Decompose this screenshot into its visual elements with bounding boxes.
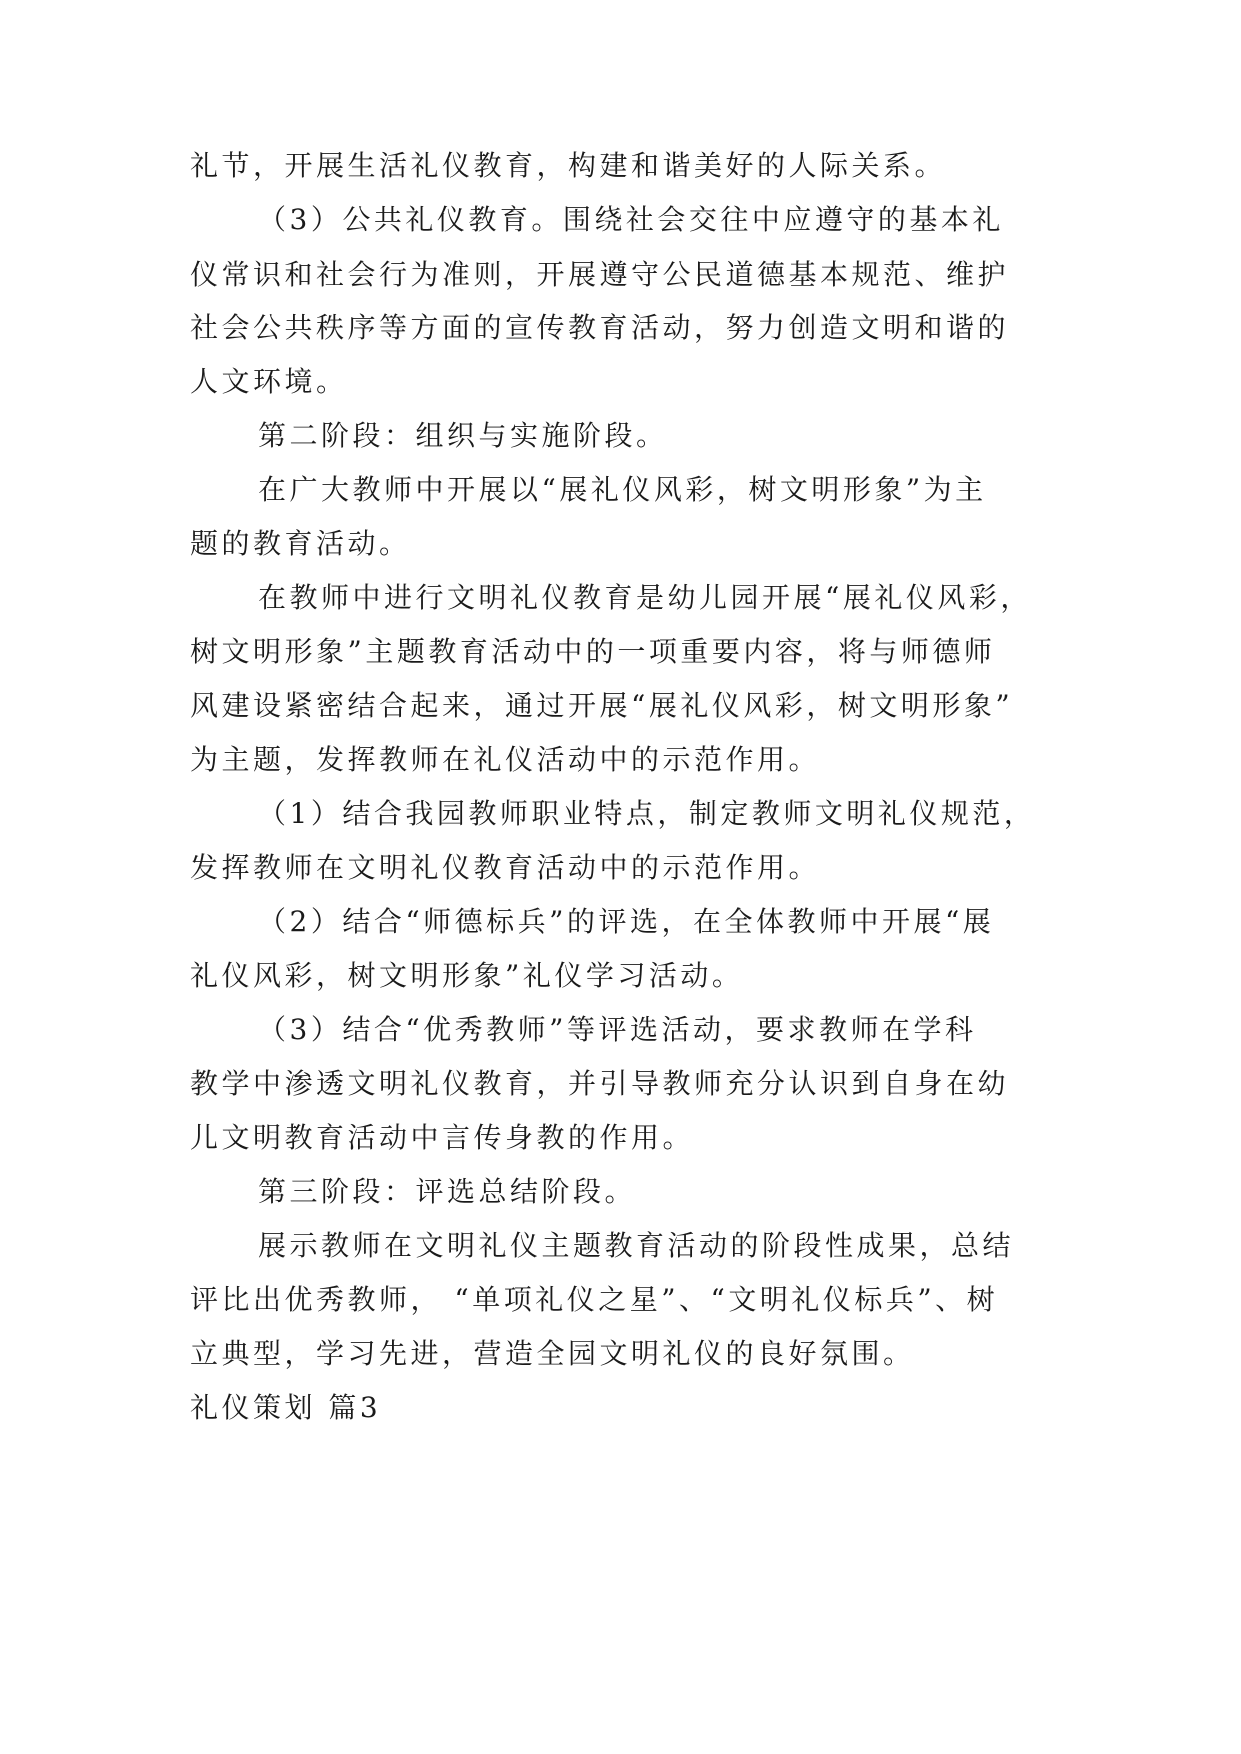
text-line: 在教师中进行文明礼仪教育是幼儿园开展“展礼仪风彩，: [258, 581, 1032, 614]
document-title: 礼仪策划 篇3: [190, 1391, 382, 1424]
text-line: 评比出优秀教师， “单项礼仪之星”、“文明礼仪标兵”、树: [190, 1283, 999, 1316]
text-line: 题的教育活动。: [190, 527, 411, 560]
text-line: 立典型，学习先进，营造全园文明礼仪的良好氛围。: [190, 1337, 915, 1370]
text-line: 人文环境。: [190, 365, 348, 398]
text-line: 社会公共秩序等方面的宣传教育活动，努力创造文明和谐的: [190, 311, 1010, 344]
text-line: 发挥教师在文明礼仪教育活动中的示范作用。: [190, 851, 821, 884]
text-line: （3）结合“优秀教师”等评选活动，要求教师在学科: [258, 1013, 977, 1046]
section-heading: 第二阶段：组织与实施阶段。: [258, 419, 668, 452]
text-line: 礼节，开展生活礼仪教育，构建和谐美好的人际关系。: [190, 149, 947, 182]
text-line: 在广大教师中开展以“展礼仪风彩，树文明形象”为主: [258, 473, 987, 506]
text-line: 儿文明教育活动中言传身教的作用。: [190, 1121, 695, 1154]
text-line: 仪常识和社会行为准则，开展遵守公民道德基本规范、维护: [190, 258, 1010, 291]
text-line: 展示教师在文明礼仪主题教育活动的阶段性成果，总结: [258, 1229, 1015, 1262]
section-heading: 第三阶段：评选总结阶段。: [258, 1175, 637, 1208]
text-line: （1）结合我园教师职业特点，制定教师文明礼仪规范，: [258, 797, 1036, 830]
text-line: 教学中渗透文明礼仪教育，并引导教师充分认识到自身在幼: [190, 1067, 1010, 1100]
text-line: 礼仪风彩，树文明形象”礼仪学习活动。: [190, 959, 744, 992]
text-line: 树文明形象”主题教育活动中的一项重要内容，将与师德师: [190, 635, 996, 668]
text-line: 为主题，发挥教师在礼仪活动中的示范作用。: [190, 743, 821, 776]
text-line: （2）结合“师德标兵”的评选，在全体教师中开展“展: [258, 905, 995, 938]
text-line: （3）公共礼仪教育。围绕社会交往中应遵守的基本礼: [258, 203, 1004, 236]
text-line: 风建设紧密结合起来，通过开展“展礼仪风彩，树文明形象”: [190, 689, 1014, 722]
